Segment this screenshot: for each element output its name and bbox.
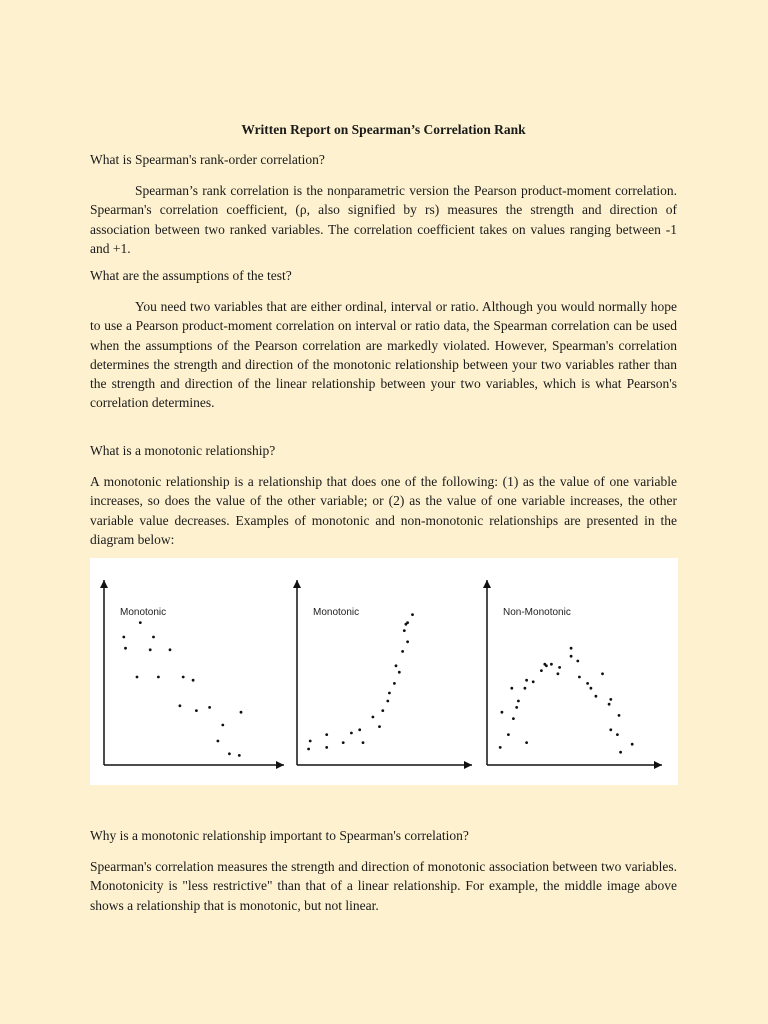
data-point: [586, 682, 589, 685]
data-point: [609, 698, 612, 701]
data-point: [576, 660, 579, 663]
data-point: [182, 676, 185, 679]
data-point: [550, 663, 553, 666]
data-point: [378, 725, 381, 728]
plot-title: Non-Monotonic: [503, 607, 571, 618]
data-point: [515, 706, 518, 709]
data-point: [362, 741, 365, 744]
data-point: [240, 711, 243, 714]
data-point: [358, 728, 361, 731]
scatter-plot-2: [293, 580, 472, 769]
data-point: [411, 613, 414, 616]
data-point: [398, 671, 401, 674]
data-point: [525, 679, 528, 682]
data-point: [395, 664, 398, 667]
monotonic-diagram: [90, 558, 678, 785]
data-point: [325, 746, 328, 749]
plot-title: Monotonic: [120, 607, 167, 618]
data-point: [558, 666, 561, 669]
data-point: [228, 752, 231, 755]
data-point: [524, 687, 527, 690]
page-title: Written Report on Spearman’s Correlation Rank: [241, 122, 526, 137]
data-point: [307, 748, 310, 751]
scatter-plots-figure: [90, 558, 678, 785]
data-point: [570, 655, 573, 658]
x-axis-arrow: [654, 761, 662, 769]
data-point: [309, 740, 312, 743]
data-point: [525, 741, 528, 744]
section-body-1: Spearman’s rank correlation is the nonparametric version the Pearson product-moment correlation. Spearman's correlation coefficient, (ρ, also signified by rs) measures the strength and direction of association between two ranked variables. The correlation coefficient takes on values ranging between -1 and +1.: [90, 183, 677, 256]
data-point: [608, 703, 611, 706]
data-point: [221, 724, 224, 727]
data-point: [217, 740, 220, 743]
data-point: [208, 706, 211, 709]
data-point: [124, 647, 127, 650]
data-point: [401, 650, 404, 653]
data-point: [609, 728, 612, 731]
data-point: [195, 709, 198, 712]
y-axis-arrow: [293, 580, 301, 588]
data-point: [619, 751, 622, 754]
data-point: [372, 716, 375, 719]
section-body-3: A monotonic relationship is a relationship that does one of the following: (1) as the value of one variable increases, so does the value of the other variable; or (2) as the value of one variable increases, the other variable value decreases. Examples of monotonic and non-monotonic relationships are presented in the diagram below:: [90, 474, 677, 547]
section-question-3: What is a monotonic relationship?: [90, 443, 276, 458]
data-point: [590, 687, 593, 690]
data-point: [139, 621, 142, 624]
data-point: [136, 676, 139, 679]
data-point: [532, 680, 535, 683]
data-point: [238, 754, 241, 757]
data-point: [540, 669, 543, 672]
x-axis-arrow: [276, 761, 284, 769]
scatter-plot-3: [483, 580, 662, 769]
data-point: [122, 636, 125, 639]
data-point: [350, 732, 353, 735]
section-body-2: You need two variables that are either ordinal, interval or ratio. Although you would normally hope to use a Pearson product-moment correlation on interval or ratio data, the Spearman correlation can be used when the assumptions of the Pearson correlation are markedly violated. However, Spearman's correlation determines the strength and direction of the monotonic relationship between your two variables rather than the strength and direction of the linear relationship between your two variables, which is what Pearson's correlation determines.: [90, 299, 677, 411]
data-point: [192, 679, 195, 682]
data-point: [557, 672, 560, 675]
plot-title: Monotonic: [313, 607, 360, 618]
data-point: [381, 709, 384, 712]
data-point: [388, 692, 391, 695]
section-question-2: What are the assumptions of the test?: [90, 268, 292, 283]
data-point: [631, 743, 634, 746]
data-point: [179, 704, 182, 707]
y-axis-arrow: [100, 580, 108, 588]
data-point: [507, 733, 510, 736]
data-point: [403, 629, 406, 632]
data-point: [406, 640, 409, 643]
data-point: [578, 676, 581, 679]
section-question-1: What is Spearman's rank-order correlation?: [90, 152, 325, 167]
data-point: [149, 648, 152, 651]
data-point: [393, 682, 396, 685]
data-point: [510, 687, 513, 690]
section-body-4: Spearman's correlation measures the strength and direction of monotonic association between two variables. Monotonicity is "less restrictive" than that of a linear relationship. For example, the middle image above shows a relationship that is monotonic, but not linear.: [90, 859, 677, 913]
data-point: [386, 700, 389, 703]
data-point: [499, 746, 502, 749]
data-point: [601, 672, 604, 675]
data-point: [595, 695, 598, 698]
data-point: [406, 621, 409, 624]
data-point: [325, 733, 328, 736]
data-point: [169, 648, 172, 651]
section-question-4: Why is a monotonic relationship important to Spearman's correlation?: [90, 828, 469, 843]
data-point: [501, 711, 504, 714]
data-point: [618, 714, 621, 717]
y-axis-arrow: [483, 580, 491, 588]
data-point: [157, 676, 160, 679]
data-point: [517, 700, 520, 703]
data-point: [543, 663, 546, 666]
x-axis-arrow: [464, 761, 472, 769]
data-point: [342, 741, 345, 744]
scatter-plot-1: [100, 580, 284, 769]
data-point: [152, 636, 155, 639]
data-point: [512, 717, 515, 720]
data-point: [616, 733, 619, 736]
data-point: [570, 647, 573, 650]
